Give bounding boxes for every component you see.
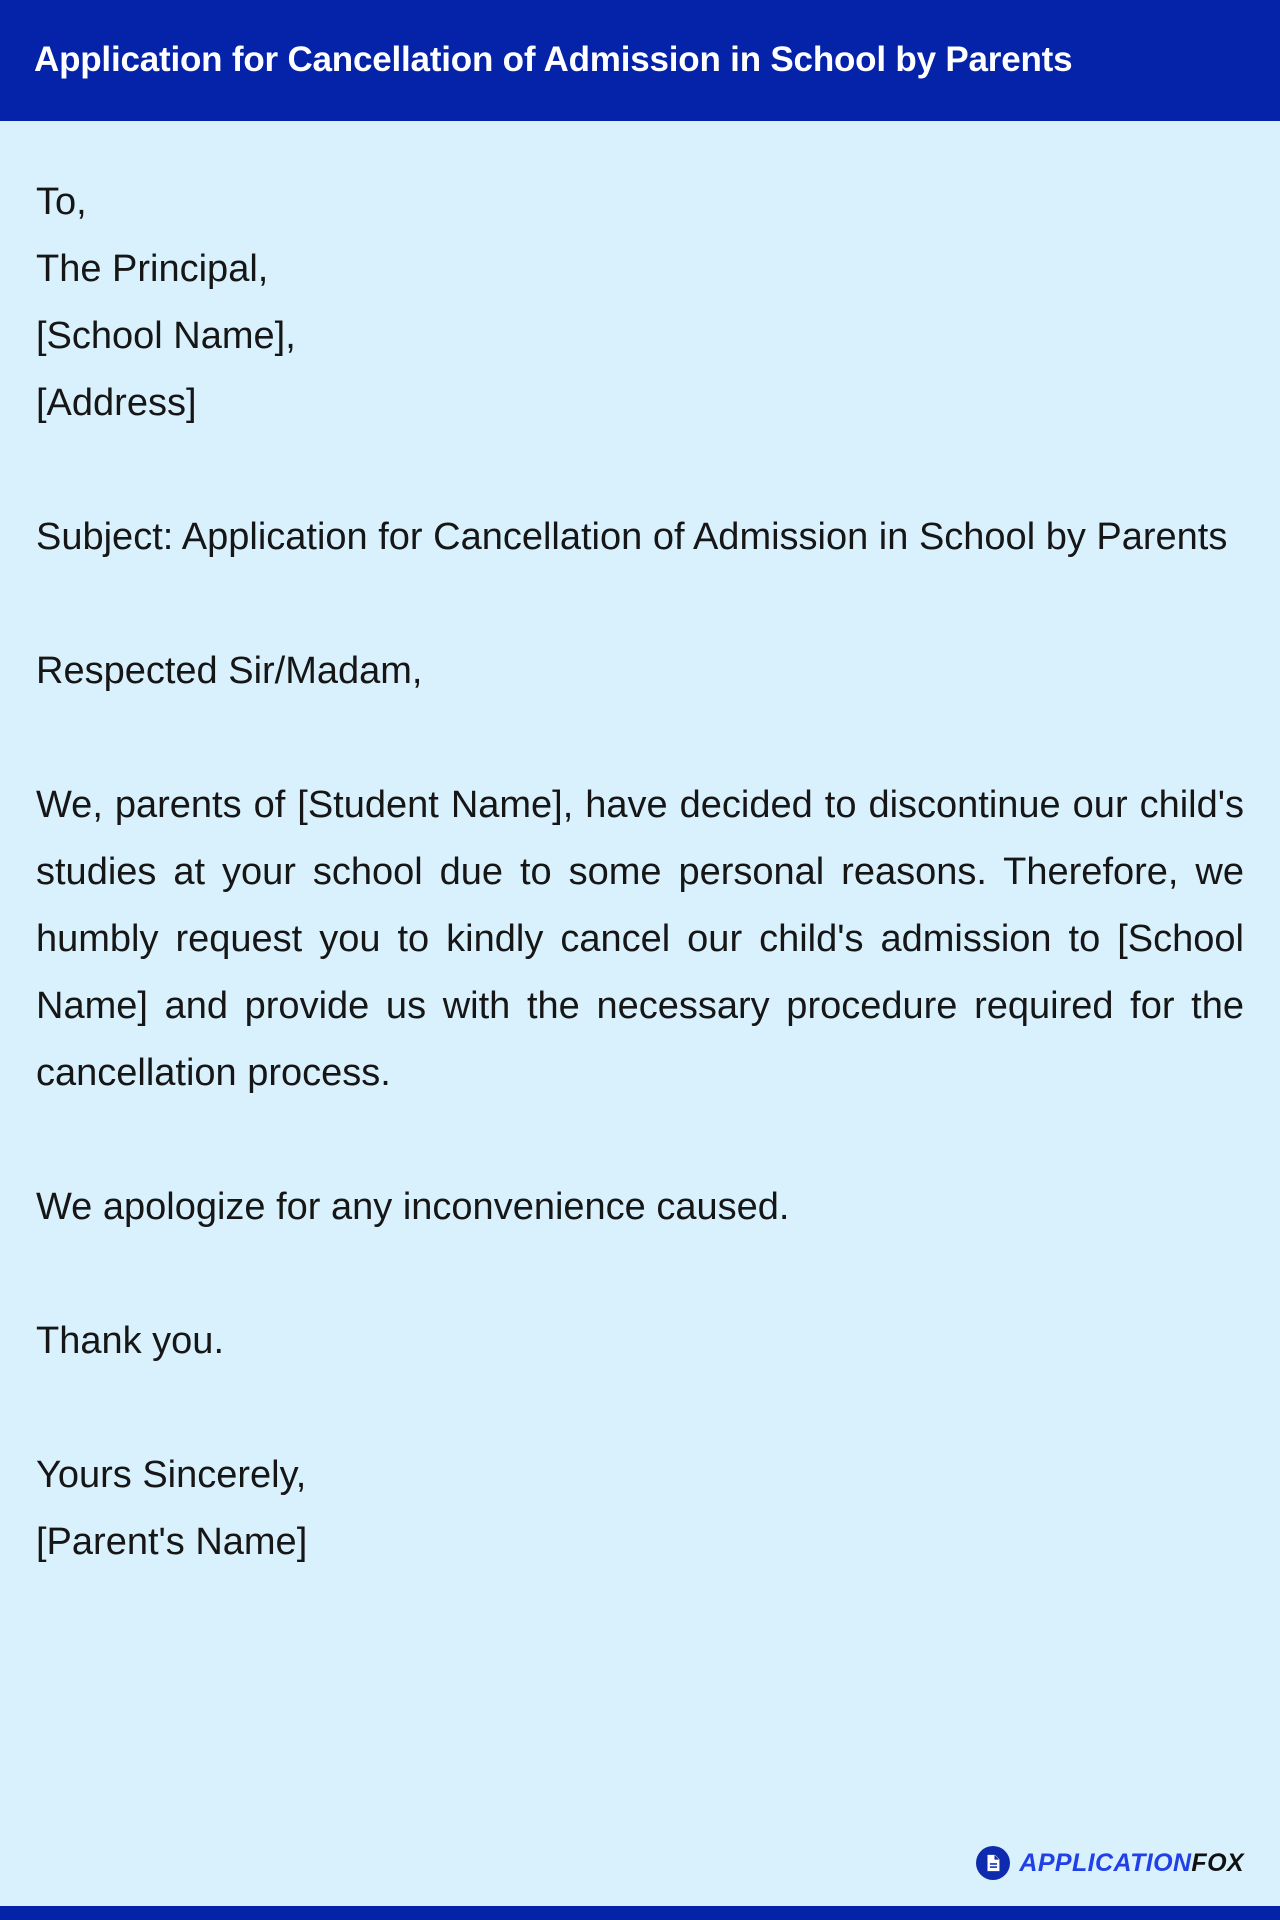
recipient-line-school: [School Name], xyxy=(36,315,296,357)
recipient-block xyxy=(36,169,1244,437)
brand-logo xyxy=(976,1846,1244,1880)
spacer-after-recipient xyxy=(36,437,1244,504)
spacer-after-body xyxy=(36,1107,1244,1174)
letter-body xyxy=(0,121,1280,1906)
closing-line: Yours Sincerely, xyxy=(36,1454,307,1496)
spacer-after-subject xyxy=(36,571,1244,638)
spacer-after-apology xyxy=(36,1241,1244,1308)
recipient-line-principal: The Principal, xyxy=(36,248,269,290)
brand-logo-text xyxy=(1019,1848,1244,1877)
signature-name: [Parent's Name] xyxy=(36,1521,308,1563)
thanks-line: Thank you. xyxy=(36,1320,224,1362)
signature-block xyxy=(36,1442,1244,1576)
page-title: Application for Cancellation of Admission in School by Parents xyxy=(34,40,1073,80)
recipient-line-to: To, xyxy=(36,181,87,223)
salutation: Respected Sir/Madam, xyxy=(36,650,423,692)
document-icon xyxy=(976,1846,1010,1880)
subject-line: Subject: Application for Cancellation of Admission in School by Parents xyxy=(36,516,1228,558)
page-bottom-bar xyxy=(0,1906,1280,1920)
brand-logo-text-primary: APPLICATION xyxy=(1019,1848,1192,1877)
spacer-after-thanks xyxy=(36,1375,1244,1442)
body-paragraph: We, parents of [Student Name], have decided to discontinue our child's studies at your school due to some personal reasons. Therefore, we humbly request you to kindly cancel our child's admission to [School Name] and provide us with the necessary procedure required for the cancellation process. xyxy=(36,784,1244,1094)
recipient-line-address: [Address] xyxy=(36,382,197,424)
spacer-after-salutation xyxy=(36,705,1244,772)
page-header xyxy=(0,0,1280,121)
apology-line: We apologize for any inconvenience caused. xyxy=(36,1186,790,1228)
brand-logo-text-secondary: FOX xyxy=(1191,1848,1244,1877)
